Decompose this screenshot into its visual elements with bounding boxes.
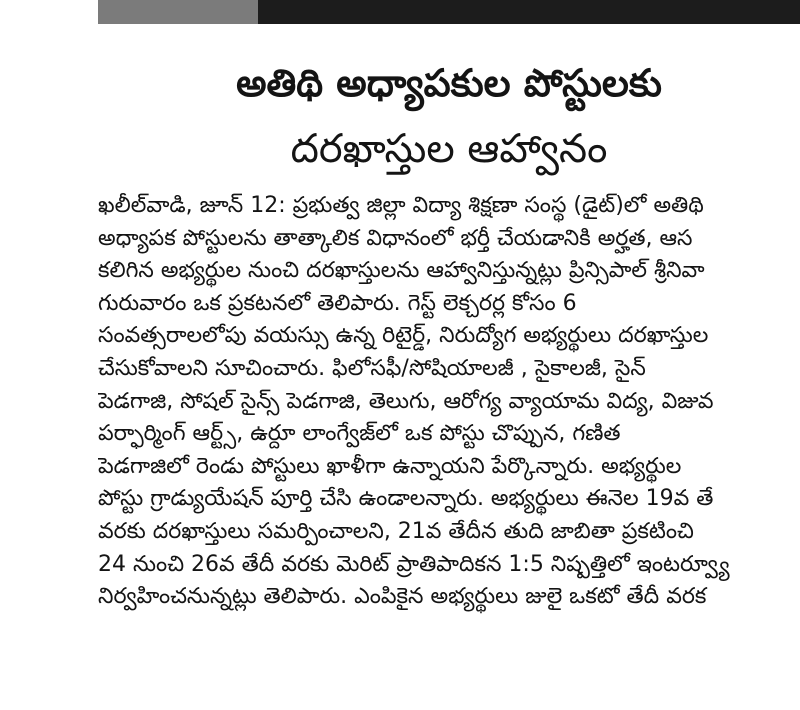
article-body <box>98 190 800 710</box>
article-line: అధ్యాపక పోస్టులను తాత్కాలిక విధానంలో భర్తీ చేయడానికి అర్హత, ఆస <box>98 225 693 251</box>
article-line: చేసుకోవాలని సూచించారు. ఫిలోసఫీ/సోషియాలజీ , సైకాలజీ, సైన్ <box>98 355 646 381</box>
article-line: నిర్వహించనున్నట్లు తెలిపారు. ఎంపికైన అభ్యర్థులు జులై ఒకటో తేదీ వరక <box>98 584 707 610</box>
headline-line-2: దరఖాస్తుల ఆహ్వానం <box>290 126 608 172</box>
article-line: పెడగాజి, సోషల్ సైన్స్ పెడగాజి, తెలుగు, ఆరోగ్య వ్యాయామ విద్య, విజువ <box>98 388 714 414</box>
article-line: 24 నుంచి 26వ తేదీ వరకు మెరిట్ ప్రాతిపాదికన 1:5 నిష్పత్తిలో ఇంటర్వ్యూ <box>98 551 730 577</box>
article-line: వరకు దరఖాస్తులు సమర్పించాలని, 21వ తేదీన తుది జాబితా ప్రకటించి <box>98 518 694 544</box>
header-bar <box>98 0 800 24</box>
article-line: పోస్టు గ్రాడ్యుయేషన్ పూర్తి చేసి ఉండాలన్నారు. అభ్యర్థులు ఈనెల 19వ తే <box>98 486 714 512</box>
headline-line-1: అతిథి అధ్యాపకుల పోస్టులకు <box>236 61 662 105</box>
article-line: గురువారం ఒక ప్రకటనలో తెలిపారు. గెస్ట్ లెక్చరర్ల కోసం 6 <box>98 290 577 316</box>
article-line: ఖలీల్‌వాడి, జూన్ 12: ప్రభుత్వ జిల్లా విద్యా శిక్షణా సంస్థ (డైట్)లో అతిథి <box>98 193 704 218</box>
headline <box>98 50 800 182</box>
article-line: పర్ఫార్మింగ్ ఆర్ట్స్, ఉర్దూ లాంగ్వేజ్‌లో ఒక పోస్టు చొప్పున, గణిత <box>98 421 621 447</box>
article-line: పెడగాజిలో రెండు పోస్టులు ఖాళీగా ఉన్నాయని పేర్కొన్నారు. అభ్యర్థుల <box>98 453 682 479</box>
article-line: కలిగిన అభ్యర్థుల నుంచి దరఖాస్తులను ఆహ్వానిస్తున్నట్లు ప్రిన్సిపాల్ శ్రీనివా <box>98 258 705 284</box>
header-bar-accent <box>98 0 258 24</box>
article-line: సంవత్సరాలలోపు వయస్సు ఉన్న రిటైర్డ్, నిరుద్యోగ అభ్యర్థులు దరఖాస్తుల <box>98 323 709 349</box>
